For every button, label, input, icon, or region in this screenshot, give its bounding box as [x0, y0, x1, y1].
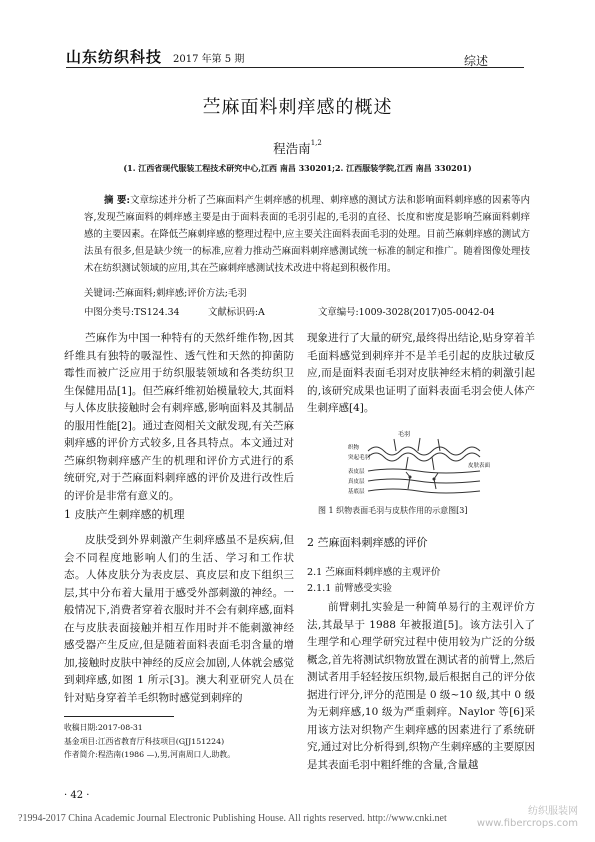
keywords-text: 苎麻面料;刺痒感;评价方法;毛羽 [115, 288, 247, 299]
document-code: 文献标识码:A [208, 307, 265, 318]
section-2-1-1-body [307, 599, 535, 774]
fig-label: 基底层 [348, 489, 365, 495]
section-2-1-1-heading: 2.1.1 前臂感受实验 [307, 583, 393, 594]
author-name: 程浩南 [273, 141, 311, 156]
intro-left-column [64, 330, 294, 505]
section-1-body [64, 532, 294, 707]
author-line [0, 139, 595, 157]
page-number: · 42 · [64, 790, 90, 801]
abstract [84, 192, 530, 277]
section-tag: 综述 [464, 54, 489, 68]
intro-continuation: 现象进行了大量的研究,最终得出结论,贴身穿着羊毛面料感觉到刺痒并不是羊毛引起的皮肤过敏反应,而是面料表面毛羽对皮肤神经末梢的刺激引起的,该研究成果也证明了面料表面毛羽会使人体产生刺痒感[4]。 [307, 332, 535, 414]
section-2-heading: 2 苎麻面料刺痒感的评价 [307, 536, 428, 549]
author-affil-marker: 1,2 [310, 139, 322, 147]
fig-label: 织物 [348, 445, 360, 451]
watermark: 纺织服装网 www.fibercrops.com [476, 806, 578, 829]
fig-label: 表皮层 [348, 469, 365, 475]
footnotes [64, 721, 294, 762]
figure-caption: 图 1 织物表面毛羽与皮肤作用的示意图[3] [318, 506, 468, 515]
keywords [84, 285, 530, 299]
abstract-label: 摘 要: [104, 195, 130, 206]
article-number: 文章编号:1009-3028(2017)05-0042-04 [318, 307, 495, 318]
affiliation: (1. 江西省现代服装工程技术研究中心,江西 南昌 330201;2. 江西服装学院,江西 南昌 330201) [123, 163, 472, 173]
footnote-received: 收稿日期:2017-08-31 [64, 723, 143, 732]
copyright-notice: ?1994-2017 China Academic Journal Electronic Publishing House. All rights reserved. http://www.cnki.net [18, 813, 447, 824]
section-2-1-1-paragraph: 前臂刺扎实验是一种简单易行的主观评价方法,其最早于 1988 年被报道[5]。该方法引入了生理学和心理学研究过程中使用较为广泛的分级概念,首先将测试织物放置在测试者的前臂上,然后测试者用手轻轻按压织物,最后根据自己的评分依据进行评分,评分的范围是 0 级~10 级,其中 0 级为无刺痒感,10 级为严重刺痒。Naylor 等[6]采用该方法对织物产生刺痒感的因素进行了系统研究,通过对比分析得到,织物产生刺痒感的主要原因是其表面毛羽中粗纤维的含量,含量越 [307, 601, 535, 771]
section-1-heading: 1 皮肤产生刺痒感的机理 [64, 508, 185, 521]
figure-1 [348, 431, 498, 502]
skin-fabric-diagram [348, 431, 498, 502]
section-2-1-heading: 2.1 苎麻面料刺痒感的主观评价 [307, 567, 441, 578]
fig-label: 皮肤表面 [468, 463, 491, 469]
paper-title: 苎麻面料刺痒感的概述 [202, 97, 393, 118]
footnote-author-info: 作者简介:程浩南(1986 —),男,河南周口人,助教。 [64, 750, 236, 759]
abstract-text: 文章综述并分析了苎麻面料产生刺痒感的机理、刺痒感的测试方法和影响面料刺痒感的因素等内容,发现苎麻面料的刺痒感主要是由于面料表面的毛羽引起的,毛羽的直径、长度和密度是影响苎麻面料刺痒感的主要因素。在降低苎麻刺痒感的整理过程中,应主要关注面料表面毛羽的处理。目前苎麻刺痒感的测试方法虽有很多,但是缺少统一的标准,应着力推动苎麻面料刺痒感测试统一标准的制定和推广。随着图像处理技术在纺织测试领域的应用,其在苎麻刺痒感测试技术改进中将起到积极作用。 [84, 195, 530, 274]
fig-label-top: 毛羽 [398, 431, 411, 438]
footnote-rule [64, 716, 174, 717]
section-1-paragraph: 皮肤受到外界刺激产生刺痒感虽不是疾病,但会不同程度地影响人们的生活、学习和工作状态。人体皮肤分为表皮层、真皮层和皮下组织三层,其中分布着大量用于感受外部刺激的神经。一般情况下,消费者穿着衣服时并不会有刺痒感,面料在与皮肤表面接触并相互作用时并不能刺激神经感受器产生反应,但是随着面料表面毛羽含量的增加,接触时皮肤中神经的反应会加剧,人体就会感觉到刺痒感,如图 1 所示[3]。澳大利亚研究人员在针对贴身穿着羊毛织物时感觉到刺痒的 [64, 534, 294, 704]
fig-label: 突起毛羽 [348, 455, 371, 461]
intro-right-column [307, 330, 535, 418]
fig-label: 真皮层 [348, 479, 365, 485]
footnote-fund: 基金项目:江西省教育厅科技项目(GJJ151224) [64, 736, 225, 746]
class-number: 中图分类号:TS124.34 [84, 307, 180, 318]
keywords-label: 关键词: [84, 288, 116, 299]
header-rule [66, 67, 524, 68]
journal-name: 山东纺织科技 [66, 48, 163, 66]
intro-paragraph: 苎麻作为中国一种特有的天然纤维作物,因其纤维具有独特的吸湿性、透气性和天然的抑菌防霉性而被广泛应用于纺织服装领域和各类纺织卫生保健用品[1]。但苎麻纤维初始模量较大,其面料与人体皮肤接触时会有刺痒感,影响面料及其制品的服用性能[2]。通过查阅相关文献发现,有关苎麻刺痒感的评价方式较多,且各具特点。本文通过对苎麻织物刺痒感产生的机理和评价方式进行的系统研究,对于苎麻面料刺痒感的评价及进行改性后的评价是非常有意义的。 [64, 332, 294, 502]
issue-info: 2017 年第 5 期 [173, 54, 245, 65]
